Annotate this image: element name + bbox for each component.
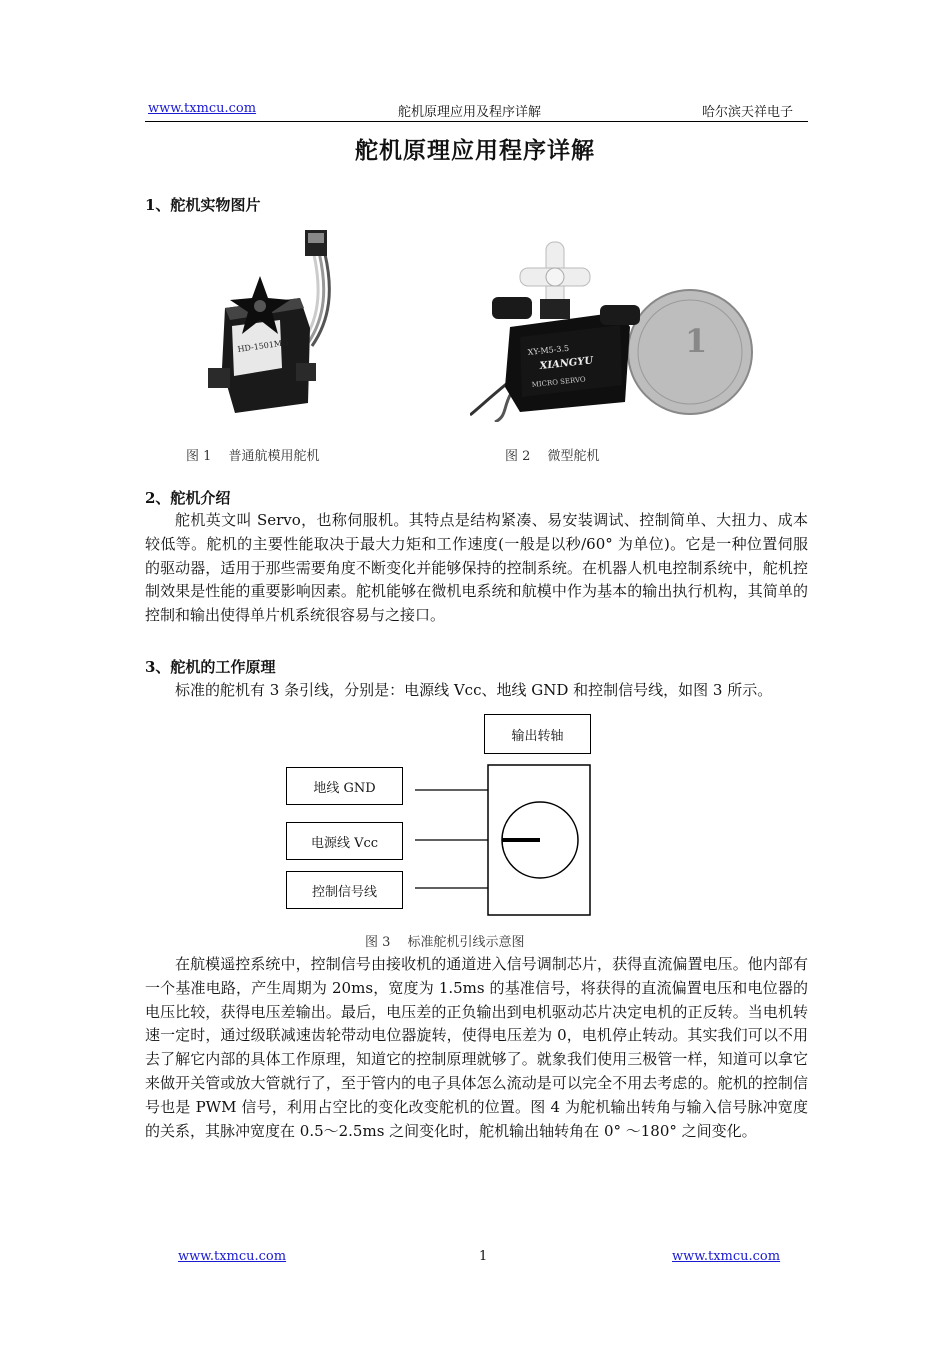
section-3-heading: 3、舵机的工作原理 xyxy=(145,658,276,676)
vcc-label: 电源线 Vcc xyxy=(310,835,379,851)
servo2-label-bottom: MICRO SERVO xyxy=(531,375,587,389)
servo1-label-text: HD-1501MG xyxy=(237,337,289,354)
footer-website-link-left[interactable]: www.txmcu.com xyxy=(178,1249,287,1264)
servo2-label-top: XY-M5-3.5 xyxy=(527,343,570,357)
standard-servo-photo xyxy=(200,228,340,423)
gnd-box xyxy=(286,767,403,805)
figure-2-caption: 图 2 微型舵机 xyxy=(505,449,600,464)
section-2-heading: 2、舵机介绍 xyxy=(145,489,231,507)
vcc-box xyxy=(286,822,403,860)
output-shaft-box xyxy=(484,714,591,754)
signal-label: 控制信号线 xyxy=(311,884,377,900)
signal-box xyxy=(286,871,403,909)
header-company-name: 哈尔滨天祥电子 xyxy=(702,105,794,120)
header-website-link[interactable]: www.txmcu.com xyxy=(148,101,257,116)
footer-website-link-right[interactable]: www.txmcu.com xyxy=(672,1249,781,1264)
output-shaft-label: 输出转轴 xyxy=(511,728,564,744)
section-2-paragraph: 舵机英文叫 Servo，也称伺服机。其特点是结构紧凑、易安装调试、控制简单、大扭力、成本较低等。舵机的主要性能取决于最大力矩和工作速度(一般是以秒/60° 为单位)。它是一种位置伺服的驱动器，适用于那些需要角度不断变化并能够保持的控制系统。在机器人机电控制系统中，舵机控制效果是性能的重要影响因素。舵机能够在微机电系统和航模中作为基本的输出执行机构，其简单的控制和输出使得单片机系统很容易与之接口。 xyxy=(145,511,808,625)
section-3-intro: 标准的舵机有 3 条引线，分别是：电源线 Vcc、地线 GND 和控制信号线，如图 3 所示。 xyxy=(175,681,773,699)
servo-body-drawing xyxy=(400,760,595,920)
header-rule xyxy=(145,121,808,122)
page-number: 1 xyxy=(479,1249,488,1264)
header-document-title: 舵机原理应用及程序详解 xyxy=(398,105,542,120)
section-3-paragraph: 在航模遥控系统中，控制信号由接收机的通道进入信号调制芯片，获得直流偏置电压。他内部有一个基准电路，产生周期为 20ms，宽度为 1.5ms 的基准信号，将获得的直流偏置电压和电位器的电压比较，获得电压差输出。最后，电压差的正负输出到电机驱动芯片决定电机的正反转。当电机转速一定时，通过级联减速齿轮带动电位器旋转，使得电压差为 0，电机停止转动。其实我们可以不用去了解它内部的具体工作原理，知道它的控制原理就够了。就象我们使用三极管一样，知道可以拿它来做开关管或放大管就行了，至于管内的电子具体怎么流动是可以完全不用去考虑的。舵机的控制信号也是 PWM 信号，利用占空比的变化改变舵机的位置。图 4 为舵机输出转角与输入信号脉冲宽度的关系，其脉冲宽度在 0.5～2.5ms 之间变化时，舵机输出轴转角在 0° ～180° 之间变化。 xyxy=(145,955,808,1140)
gnd-label: 地线 GND xyxy=(313,780,376,796)
coin-digit: 1 xyxy=(685,322,708,360)
micro-servo-photo xyxy=(470,237,755,422)
figure-1-caption: 图 1 普通航模用舵机 xyxy=(186,449,320,464)
section-1-heading: 1、舵机实物图片 xyxy=(145,196,261,214)
figure-3-caption: 图 3 标准舵机引线示意图 xyxy=(365,935,525,950)
page-title: 舵机原理应用程序详解 xyxy=(355,137,595,164)
servo2-label-brand: XIANGYU xyxy=(539,355,594,372)
